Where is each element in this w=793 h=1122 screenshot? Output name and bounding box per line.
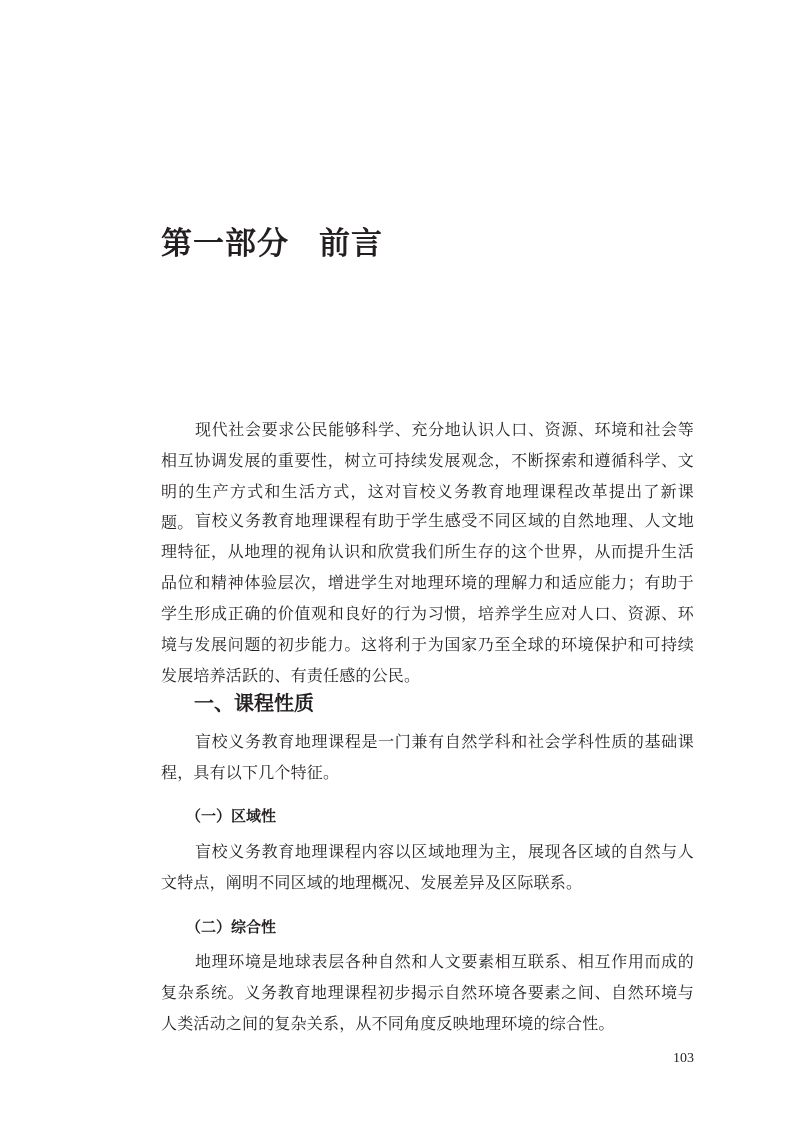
comprehensiveness-paragraph: 地理环境是地球表层各种自然和人文要素相互联系、相互作用而成的复杂系统。义务教育地理课程初步揭示自然环境各要素之间、自然环境与人类活动之间的复杂关系，从不同角度反映地理环境的综合性。 xyxy=(161,952,694,1033)
intro-paragraph-1: 现代社会要求公民能够科学、充分地认识人口、资源、环境和社会等相互协调发展的重要性，树立可持续发展观念，不断探索和遵循科学、文明的生产方式和生活方式，这对盲校义务教育地理课程改革提出了新课题。 xyxy=(161,420,694,532)
section-heading-course-nature: 一、课程性质 xyxy=(194,691,314,715)
subheading-comprehensiveness: （二）综合性 xyxy=(186,918,277,936)
intro-paragraph-2: 盲校义务教育地理课程有助于学生感受不同区域的自然地理、人文地理特征，从地理的视角认识和欣赏我们所生存的这个世界，从而提升生活品位和精神体验层次，增进学生对地理环境的理解力和适应能力；有助于学生形成正确的价值观和良好的行为习惯，培养学生应对人口、资源、环境与发展问题的初步能力。这将利于为国家乃至全球的环境保护和可持续发展培养活跃的、有责任感的公民。 xyxy=(161,511,694,685)
regionality-paragraph: 盲校义务教育地理课程内容以区域地理为主，展现各区域的自然与人文特点，阐明不同区域的地理概况、发展差异及区际联系。 xyxy=(161,842,694,892)
subheading-regionality: （一）区域性 xyxy=(186,807,277,825)
part-name: 前言 xyxy=(319,226,383,262)
page-number: 103 xyxy=(673,1051,694,1066)
part-number: 第一部分 xyxy=(161,226,289,262)
part-title xyxy=(161,222,383,266)
course-nature-paragraph: 盲校义务教育地理课程是一门兼有自然学科和社会学科性质的基础课程，具有以下几个特征。 xyxy=(161,732,694,782)
